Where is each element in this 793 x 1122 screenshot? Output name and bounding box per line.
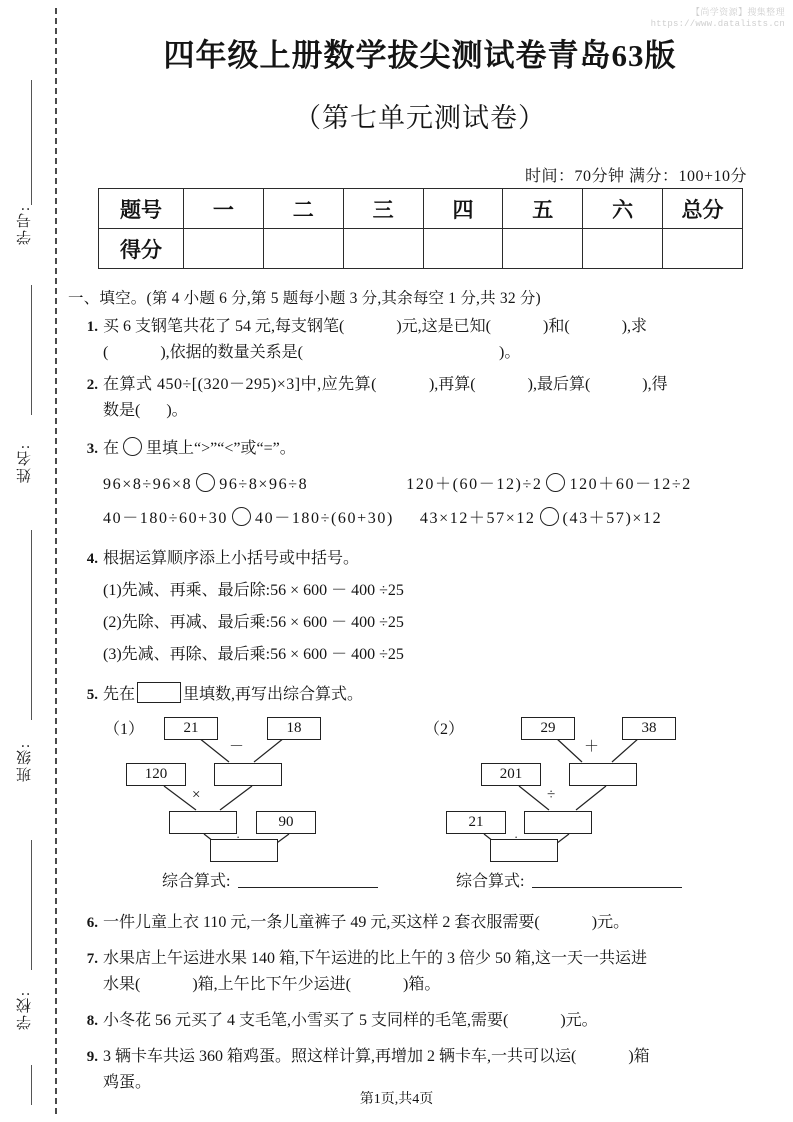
flow-1-node-90: 90: [256, 811, 316, 834]
flow-diagram-2-connectors: [424, 714, 744, 864]
question-1-text-e: (: [103, 344, 109, 361]
question-3-number: 3.: [86, 441, 98, 457]
question-2-text-a: 在算式 450÷[(320－295)×3]中,应先算(: [103, 376, 377, 393]
question-5-prompt: [68, 682, 774, 708]
flow-diagram-1-label: （1）: [104, 721, 145, 738]
margin-rule-3: [31, 530, 32, 720]
compare-circle-icon[interactable]: [232, 507, 251, 526]
question-3-prompt-b: 里填上“>”“<”或“=”。: [146, 440, 296, 457]
score-cell-2[interactable]: [263, 229, 343, 269]
question-7-text-c: )箱,上午比下午少运进(: [192, 976, 352, 993]
margin-rule-4: [31, 840, 32, 970]
question-1-text-b: )元,这是已知(: [396, 318, 492, 335]
question-4-item-2: [68, 610, 774, 636]
watermark: [651, 6, 785, 30]
flow-1-blank-1[interactable]: [214, 763, 282, 786]
question-5-formula-row: [68, 868, 774, 896]
question-2-text-e: 数是(: [103, 402, 141, 419]
compare-circle-icon[interactable]: [540, 507, 559, 526]
margin-label-class: 班级:: [17, 742, 33, 783]
exam-meta: 时间：70分钟 满分：100+10分: [524, 168, 747, 185]
question-1-line-2: [68, 340, 774, 366]
question-2-text-f: )。: [166, 402, 188, 419]
question-4-prompt: [68, 546, 774, 572]
question-7-text-b: 水果(: [103, 976, 141, 993]
question-2-number: 2.: [86, 377, 98, 393]
question-7-text-d: )箱。: [403, 976, 441, 993]
score-table-col-4: 四: [423, 189, 503, 229]
question-4-prompt-text: 根据运算顺序添上小括号或中括号。: [103, 550, 360, 567]
score-cell-1[interactable]: [184, 229, 264, 269]
question-7-line-2: [68, 972, 774, 998]
watermark-source: 【尚学资源】搜集整理: [690, 7, 785, 17]
question-2-text-b: ),再算(: [428, 376, 476, 393]
margin-label-student-id: 学号:: [17, 205, 33, 246]
formula-answer-line-2[interactable]: [532, 887, 682, 888]
page-footer: 第1页,共4页: [359, 1092, 434, 1107]
question-1-text-f: ),依据的数量关系是(: [160, 344, 303, 361]
compare-circle-icon[interactable]: [546, 473, 565, 492]
table-row-score: [99, 229, 743, 269]
exam-content: [68, 286, 774, 1096]
question-5-diagrams: [68, 714, 774, 864]
watermark-url: https://www.datalists.cn: [650, 19, 785, 29]
flow-2-blank-1[interactable]: [569, 763, 637, 786]
score-table-col-1: 一: [184, 189, 264, 229]
score-table-col-3: 三: [343, 189, 423, 229]
question-4-item-3: [68, 642, 774, 668]
question-8-number: 8.: [86, 1013, 98, 1029]
flow-2-blank-2[interactable]: [524, 811, 592, 834]
score-table-col-5: 五: [503, 189, 583, 229]
question-6-text-a: 一件儿童上衣 110 元,一条儿童裤子 49 元,买这样 2 套衣服需要(: [103, 914, 540, 931]
score-cell-3[interactable]: [343, 229, 423, 269]
question-3-row-2: [68, 506, 774, 532]
score-table-col-2: 二: [263, 189, 343, 229]
compare-circle-icon[interactable]: [123, 437, 142, 456]
question-4-item-2-text: (2)先除、再减、最后乘:56 × 600 － 400 ÷25: [103, 614, 404, 631]
question-7-line-1: [68, 946, 774, 972]
question-9-text-b: )箱: [628, 1048, 650, 1065]
flow-diagram-2-label: （2）: [424, 721, 465, 738]
score-table: [98, 188, 743, 269]
score-table-row-label-score: 得分: [99, 229, 184, 269]
question-2-text-d: ),得: [642, 376, 668, 393]
question-4-item-3-text: (3)先减、再除、最后乘:56 × 600 － 400 ÷25: [103, 646, 404, 663]
flow-2-node-29: 29: [521, 717, 575, 740]
margin-label-name: 姓名:: [17, 443, 33, 484]
question-1-line-1: [68, 314, 774, 340]
question-3-expr-4-right: (43＋57)×12: [562, 510, 663, 527]
question-3-expr-1-left: 96×8÷96×8: [103, 476, 193, 493]
question-4-item-1: [68, 578, 774, 604]
question-5-prompt-b: 里填数,再写出综合算式。: [183, 686, 364, 703]
flow-2-op-divide-1: ÷: [547, 787, 556, 803]
flow-1-node-18: 18: [267, 717, 321, 740]
score-table-col-6: 六: [583, 189, 663, 229]
flow-1-node-120: 120: [126, 763, 186, 786]
flow-1-op-times: ×: [192, 787, 201, 803]
question-1-text-c: )和(: [543, 318, 570, 335]
page-title: 四年级上册数学拔尖测试卷青岛63版: [163, 38, 677, 73]
score-cell-6[interactable]: [583, 229, 663, 269]
question-8-text-a: 小冬花 56 元买了 4 支毛笔,小雪买了 5 支同样的毛笔,需要(: [103, 1012, 509, 1029]
question-3-prompt: [68, 436, 774, 462]
question-6: [68, 910, 774, 936]
question-8: [68, 1008, 774, 1034]
question-7-number: 7.: [86, 951, 98, 967]
flow-2-node-201: 201: [481, 763, 541, 786]
question-5-number: 5.: [86, 687, 98, 703]
score-table-row-label: 题号: [99, 189, 184, 229]
question-9-line-1: [68, 1044, 774, 1070]
score-cell-5[interactable]: [503, 229, 583, 269]
margin-rule-1: [31, 80, 32, 205]
question-5-prompt-a: 先在: [103, 686, 136, 703]
flow-1-node-21: 21: [164, 717, 218, 740]
formula-label-1: 综合算式:: [162, 873, 231, 890]
question-3-expr-3-left: 40－180÷60+30: [103, 510, 229, 527]
table-row-header: [99, 189, 743, 229]
question-3-expr-1-right: 96÷8×96÷8: [219, 476, 309, 493]
flow-1-blank-2[interactable]: [169, 811, 237, 834]
formula-label-2: 综合算式:: [456, 873, 525, 890]
compare-circle-icon[interactable]: [196, 473, 215, 492]
margin-label-school: 学校:: [17, 990, 33, 1031]
question-3-row-1: [68, 472, 774, 498]
question-8-text-b: )元。: [560, 1012, 598, 1029]
answer-box-icon[interactable]: [137, 682, 181, 703]
flow-1-op-minus: －: [229, 739, 245, 755]
flow-diagram-2: [424, 714, 744, 864]
question-3-prompt-a: 在: [103, 440, 120, 457]
flow-2-op-plus: ＋: [584, 739, 600, 755]
question-3-expr-4-left: 43×12＋57×12: [419, 510, 536, 527]
question-3-expr-2-right: 120＋60－12÷2: [569, 476, 692, 493]
question-1-text-d: ),求: [621, 318, 648, 335]
question-3-expr-3-right: 40－180÷(60+30): [255, 510, 394, 527]
question-2-line-1: [68, 372, 774, 398]
flow-2-node-21: 21: [446, 811, 506, 834]
question-4-item-1-text: (1)先减、再乘、最后除:56 × 600 － 400 ÷25: [103, 582, 404, 599]
page-subtitle: （第七单元测试卷）: [294, 103, 546, 133]
margin-rule-2: [31, 285, 32, 415]
score-cell-total[interactable]: [663, 229, 743, 269]
question-2-line-2: [68, 398, 774, 424]
question-1-text-a: 买 6 支钢笔共花了 54 元,每支钢笔(: [103, 318, 345, 335]
question-6-text-b: )元。: [591, 914, 630, 931]
question-3-expr-2-left: 120＋(60－12)÷2: [406, 476, 543, 493]
flow-2-node-38: 38: [622, 717, 676, 740]
question-6-number: 6.: [86, 915, 98, 931]
question-9-number: 9.: [86, 1049, 98, 1065]
flow-diagram-1: [104, 714, 424, 864]
question-7-text-a: 水果店上午运进水果 140 箱,下午运进的比上午的 3 倍少 50 箱,这一天一共运进: [103, 950, 648, 967]
question-1-text-g: )。: [499, 344, 521, 361]
flow-2-blank-3[interactable]: [490, 839, 558, 862]
question-4-number: 4.: [86, 551, 98, 567]
score-table-col-total: 总分: [663, 189, 743, 229]
section-heading-fill-in-blank: 一、填空。(第 4 小题 6 分,第 5 题每小题 3 分,其余每空 1 分,共 32 分): [68, 290, 541, 307]
flow-1-blank-3[interactable]: [210, 839, 278, 862]
binding-dashed-rule: [55, 8, 57, 1114]
question-2-text-c: ),最后算(: [527, 376, 591, 393]
question-9-text-c: 鸡蛋。: [103, 1074, 152, 1091]
score-cell-4[interactable]: [423, 229, 503, 269]
formula-answer-line-1[interactable]: [238, 887, 378, 888]
question-1-number: 1.: [86, 319, 98, 335]
question-9-text-a: 3 辆卡车共运 360 箱鸡蛋。照这样计算,再增加 2 辆卡车,一共可以运(: [103, 1048, 577, 1065]
